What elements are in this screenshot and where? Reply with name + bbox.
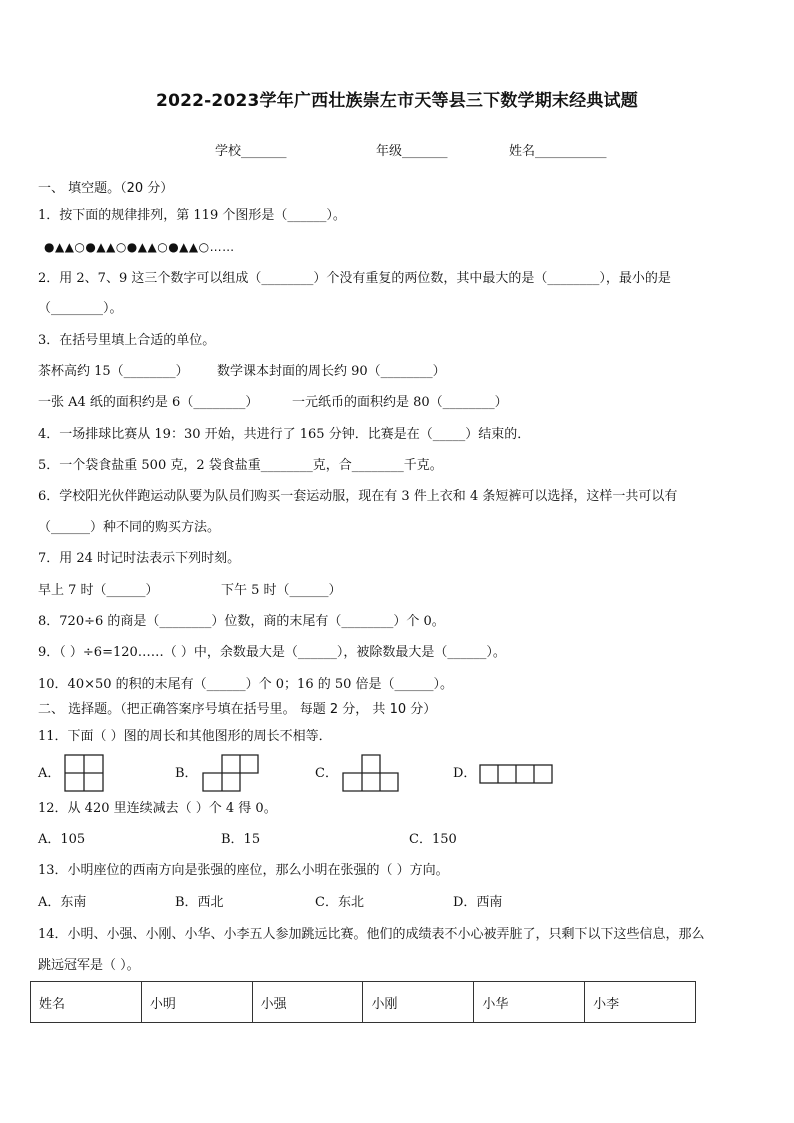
- figure-b-step-shape: [202, 754, 260, 792]
- question-6-line-1: 6．学校阳光伙伴跑运动队要为队员们购买一套运动服，现在有 3 件上衣和 4 条短裤可以选择，这样一共可以有: [38, 489, 678, 504]
- question-2-line-2: （________）。: [38, 301, 123, 316]
- option-c-label: C．: [315, 766, 338, 781]
- question-13: 13．小明座位的西南方向是张强的座位，那么小明在张强的（ ）方向。: [38, 863, 449, 878]
- question-12: 12．从 420 里连续减去（ ）个 4 得 0。: [38, 801, 277, 816]
- question-3-item-a4: 一张 A4 纸的面积约是 6（________）: [38, 395, 259, 410]
- question-3: 3．在括号里填上合适的单位。: [38, 333, 216, 348]
- question-7-afternoon: 下午 5 时（______）: [221, 583, 342, 598]
- question-10: 10．40×50 的积的末尾有（______）个 0；16 的 50 倍是（______）。: [38, 677, 454, 692]
- question-9: 9．（ ）÷6=120……（ ）中，余数最大是（______），被除数最大是（______）。: [38, 645, 506, 660]
- question-13-option-a: A．东南: [38, 895, 87, 910]
- question-3-item-book: 数学课本封面的周长约 90（________）: [217, 364, 446, 379]
- question-14-line-1: 14．小明、小强、小刚、小华、小李五人参加跳远比赛。他们的成绩表不小心被弄脏了，只剩下以下这些信息，那么: [38, 927, 705, 942]
- name-field: 姓名___________: [509, 144, 607, 159]
- page-title: 2022-2023学年广西壮族崇左市天等县三下数学期末经典试题: [156, 91, 638, 111]
- question-7: 7．用 24 时记时法表示下列时刻。: [38, 551, 241, 566]
- school-field: 学校_______: [215, 144, 287, 159]
- question-3-item-cup: 茶杯高约 15（________）: [38, 364, 189, 379]
- table-row: [31, 982, 696, 1023]
- section-fill-in-heading: 一、 填空题。（20 分）: [38, 181, 174, 196]
- question-8: 8．720÷6 的商是（________）位数，商的末尾有（________）个 0。: [38, 614, 445, 629]
- table-header-cell: 小强: [252, 982, 363, 1023]
- question-1: 1．按下面的规律排列，第 119 个图形是（______）。: [38, 208, 346, 223]
- option-d-label: D．: [453, 766, 477, 781]
- question-7-morning: 早上 7 时（______）: [38, 583, 159, 598]
- question-12-option-b: B．15: [221, 832, 261, 847]
- table-header-cell: 小华: [474, 982, 585, 1023]
- table-header-cell: 小明: [141, 982, 252, 1023]
- option-a-label: A．: [38, 766, 61, 781]
- question-12-option-c: C．150: [409, 832, 457, 847]
- question-13-option-b: B．西北: [175, 895, 224, 910]
- question-6-line-2: （______）种不同的购买方法。: [38, 520, 221, 535]
- question-12-option-a: A．105: [38, 832, 86, 847]
- shape-pattern: ●▲▲○●▲▲○●▲▲○●▲▲○……: [44, 240, 235, 254]
- table-header-cell: 小刚: [363, 982, 474, 1023]
- table-header-cell: 小李: [585, 982, 696, 1023]
- section-choice-heading: 二、 选择题。（把正确答案序号填在括号里。 每题 2 分， 共 10 分）: [38, 702, 437, 717]
- table-header-cell: 姓名: [31, 982, 142, 1023]
- question-5: 5．一个袋食盐重 500 克，2 袋食盐重________克，合________千克。: [38, 458, 443, 473]
- question-13-option-c: C．东北: [315, 895, 364, 910]
- grade-field: 年级_______: [376, 144, 448, 159]
- long-jump-results-table: [30, 981, 696, 1023]
- option-b-label: B．: [175, 766, 198, 781]
- question-14-line-2: 跳远冠军是（ ）。: [38, 958, 140, 973]
- figure-a-square-grid: [64, 754, 104, 792]
- question-11: 11．下面（ ）图的周长和其他图形的周长不相等．: [38, 729, 332, 744]
- question-4: 4．一场排球比赛从 19：30 开始，共进行了 165 分钟．比赛是在（_____）结束的．: [38, 427, 531, 442]
- question-3-item-banknote: 一元纸币的面积约是 80（________）: [292, 395, 508, 410]
- question-2-line-1: 2．用 2、7、9 这三个数字可以组成（________）个没有重复的两位数，其中最大的是（________），最小的是: [38, 271, 671, 286]
- question-13-option-d: D．西南: [453, 895, 503, 910]
- figure-d-row-of-squares: [479, 764, 553, 784]
- figure-c-t-shape: [342, 754, 400, 792]
